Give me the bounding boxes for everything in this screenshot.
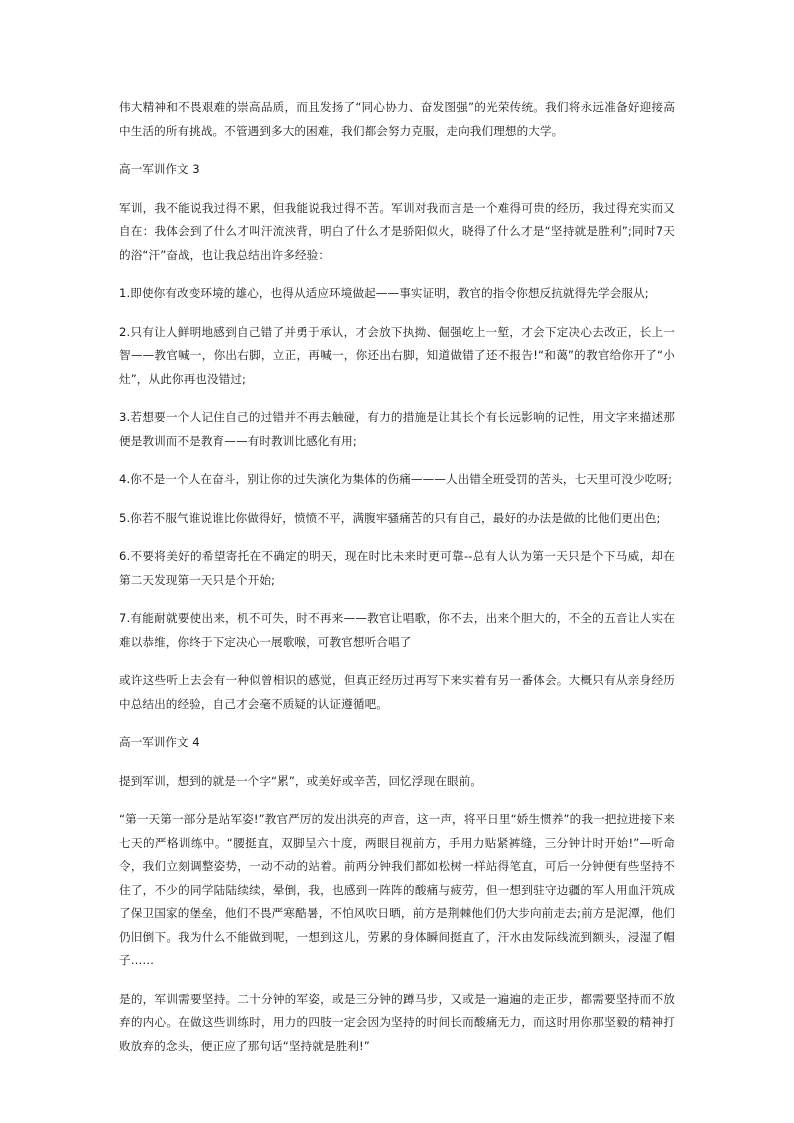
paragraph: “第一天第一部分是站军姿!”教官严厉的发出洪亮的声音，这一声，将平日里“娇生惯养”的我一把拉进接下来七天的严格训练中。“腰挺直，双脚呈六十度，两眼目视前方，手用力贴紧裤缝，三分钟计时开始!”—听命令，我们立刻调整姿势，一动不动的站着。前两分钟我们都如松树一样站得笔直，可后一分钟便有些坚持不住了，不少的同学陆陆续续，晕倒，我，也感到一阵阵的酸痛与疲劳，但一想到驻守边疆的军人用血汗筑成了保卫国家的堡垒，他们不畏严寒酷暑，不怕风吹日晒，前方是荆棘他们仍大步向前走去;前方是泥潭，他们仍旧倒下。我为什么不能做到呢，一想到这儿，劳累的身体瞬间挺直了，汗水由发际线流到额头，浸湿了帽子…… xyxy=(119,812,675,967)
section-heading: 高一军训作文 4 xyxy=(119,735,200,749)
list-item: 4.你不是一个人在奋斗，别让你的过失演化为集体的伤痛———人出错全班受罚的苦头，七天里可没少吃呀; xyxy=(119,472,673,486)
paragraph: 军训，我不能说我过得不累，但我能说我过得不苦。军训对我而言是一个难得可贵的经历，我过得充实而又自在：我体会到了什么才叫汗流浃背，明白了什么才是骄阳似火，晓得了什么才是“坚持就是胜利”;同时7天的浴“汗”奋战，也让我总结出许多经验： xyxy=(119,200,675,262)
paragraph: 是的，军训需要坚持。二十分钟的军姿，或是三分钟的蹲马步，又或是一遍遍的走正步，都需要坚持而不放弃的内心。在做这些训练时，用力的四肢一定会因为坚持的时间长而酸痛无力，而这时用你那坚毅的精神打败放弃的念头，便正应了那句话“坚持就是胜利!” xyxy=(119,991,675,1053)
list-item: 6.不要将美好的希望寄托在不确定的明天，现在时比未来时更可靠--总有人认为第一天只是个下马威，却在第二天发现第一天只是个开始; xyxy=(119,549,675,587)
paragraph: 伟大精神和不畏艰难的崇高品质，而且发扬了“同心协力、奋发图强”的光荣传统。我们将永远准备好迎接高中生活的所有挑战。不管遇到多大的困难，我们都会努力克服，走向我们理想的大学。 xyxy=(119,100,675,138)
list-item: 2.只有让人鲜明地感到自己错了并勇于承认，才会放下执拗、倔强屹上一堑，才会下定决心去改正，长上一智——教官喊一，你出右脚，立正，再喊一，你还出右脚，知道做错了还不报告!“和蔼”的教官给你开了“小灶”，从此你再也没错过; xyxy=(119,324,675,386)
paragraph: 提到军训，想到的就是一个字“累”，或美好或辛苦，回忆浮现在眼前。 xyxy=(119,773,483,788)
list-item: 5.你若不服气谁说谁比你做得好，愤愤不平，满腹牢骚痛苦的只有自己，最好的办法是做的比他们更出色; xyxy=(119,510,661,525)
paragraph: 或许这些听上去会有一种似曾相识的感觉，但真正经历过再写下来实着有另一番体会。大概只有从亲身经历中总结出的经验，自己才会毫不质疑的认证遵循吧。 xyxy=(119,673,675,711)
document-page xyxy=(119,96,675,1058)
section-heading: 高一军训作文 3 xyxy=(119,162,200,176)
list-item: 3.若想要一个人记住自己的过错并不再去触碰，有力的措施是让其长个有长远影响的记性，用文字来描述那便是教训而不是教育——有时教训比感化有用; xyxy=(119,410,675,448)
list-item: 7.有能耐就要使出来，机不可失，时不再来——教官让唱歌，你不去，出来个胆大的，不全的五音让人实在难以恭维，你终于下定决心一展歌喉，可教官想听合唱了 xyxy=(119,611,675,649)
list-item: 1.即使你有改变环境的雄心，也得从适应环境做起——事实证明，教官的指令你想反抗就得先学会服从; xyxy=(119,286,649,300)
